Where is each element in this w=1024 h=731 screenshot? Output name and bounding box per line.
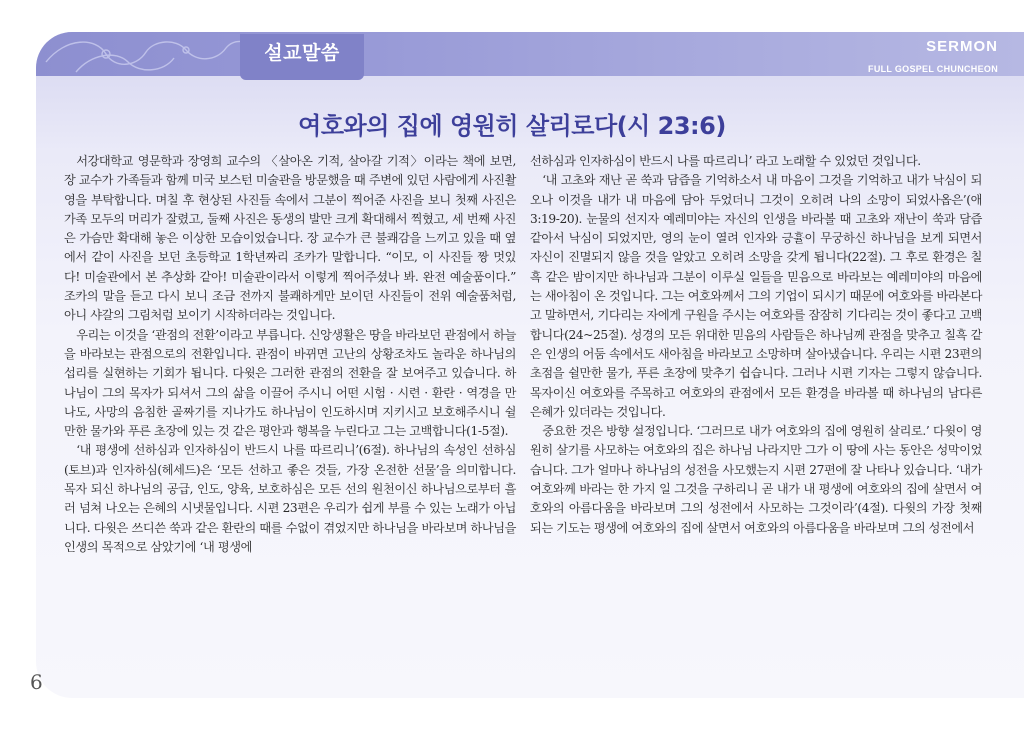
- paragraph: ‘내 고초와 재난 곧 쑥과 담즙을 기억하소서 내 마음이 그것을 기억하고 내가 낙심이 되오나 이것을 내가 내 마음에 담아 두었더니 그것이 오히려 나의 소망이 되었사옵은’(애 3:19-20). 눈물의 선지자 예레미야는 자신의 인생을 바라볼 때 고초와 재난이 쑥과 담즙 같아서 낙심이 되었지만, 영의 눈이 열려 인자와 긍휼이 무궁하신 하나님을 보게 되면서 자신이 진멸되지 않을 것을 알았고 오히려 소망을 갖게 됩니다(22절). 그 후로 환경은 칠흑 같은 밤이지만 하나님과 그분이 이루실 일들을 믿음으로 바라보는 예레미야의 마음에는 새아침이 온 것입니다. 그는 여호와께서 그의 기업이 되시기 때문에 여호와를 바라본다고 말하면서, 기다리는 자에게 구원을 주시는 여호와를 잠잠히 기다리는 것이 좋다고 고백합니다(24~25절). 성경의 모든 위대한 믿음의 사람들은 하나님께 관점을 맞추고 칠흑 같은 인생의 어둠 속에서도 새아침을 바라보고 소망하며 살아냈습니다. 우리는 시편 23편의 초점을 쉴만한 물가, 푸른 초장에 맞추기 쉽습니다. 그러나 시편 기자는 그렇지 않습니다. 목자이신 여호와를 주목하고 여호와의 관점에서 모든 환경을 바라볼 때 하나님의 남다른 은혜가 있더라는 것입니다.: [530, 173, 982, 419]
- church-name: FULL GOSPEL CHUNCHEON: [868, 64, 998, 74]
- section-label: 설교말씀: [264, 42, 340, 64]
- paragraph: 우리는 이것을 ‘관점의 전환’이라고 부릅니다. 신앙생활은 땅을 바라보던 관점에서 하늘을 바라보는 관점으로의 전환입니다. 관점이 바뀌면 고난의 상황조차도 놀라운 하나님의 섭리를 실현하는 기회가 됩니다. 다윗은 그러한 관점의 전환을 잘 보여주고 있습니다. 하나님이 그의 목자가 되셔서 그의 삶을 이끌어 주시니 어떤 시험 · 시련 · 환란 · 역경을 만나도, 사망의 음침한 골짜기를 지나가도 하나님이 인도하시며 지키시고 보호해주시니 쉴만한 물가와 푸른 초장에 있는 것 같은 평안과 행복을 누린다고 그는 고백합니다(1-5절).: [64, 327, 516, 439]
- ornament-swirl-icon: [36, 32, 266, 76]
- right-column: [530, 152, 982, 538]
- paragraph: ‘내 평생에 선하심과 인자하심이 반드시 나를 따르리니’(6절). 하나님의 속성인 선하심(토브)과 인자하심(헤세드)은 ‘모든 선하고 좋은 것들, 가장 온전한 선물’을 의미합니다. 목자 되신 하나님의 공급, 인도, 양육, 보호하심은 모든 선의 원천이신 하나님으로부터 흘러 넘쳐 나오는 은혜의 시냇물입니다. 시편 23편은 우리가 쉽게 부를 수 있는 노래가 아닙니다. 다윗은 쓰디쓴 쑥과 같은 환란의 때를 수없이 겪었지만 하나님을 바라보며 하나님을 인생의 목적으로 삼았기에 ‘내 평생에: [64, 443, 516, 554]
- paragraph: 중요한 것은 방향 설정입니다. ‘그러므로 내가 여호와의 집에 영원히 살리로.’ 다윗이 영원히 살기를 사모하는 여호와의 집은 하나님 나라지만 그가 이 땅에 사는 동안은 성막이었습니다. 그가 얼마나 하나님의 성전을 사모했는지 시편 27편에 잘 나타나 있습니다. ‘내가 여호와께 바라는 한 가지 일 그것을 구하리니 곧 내가 내 평생에 여호와의 집에 살면서 여호와의 아름다움을 바라보며 그의 성전에서 사모하는 그것이라’(4절). 다윗의 가장 첫째 되는 기도는 평생에 여호와의 집에 살면서 여호와의 아름다움을 바라보며 그의 성전에서: [530, 424, 982, 535]
- left-column: [64, 152, 516, 557]
- paragraph: 서강대학교 영문학과 장영희 교수의 〈살아온 기적, 살아갈 기적〉이라는 책에 보면, 장 교수가 가족들과 함께 미국 보스턴 미술관을 방문했을 때 주변에 있던 사람에게 사진촬영을 부탁합니다. 며칠 후 현상된 사진들 속에서 그분이 찍어준 사진을 보니 첫째 사진은 가족 모두의 머리가 잘렸고, 둘째 사진은 동생의 발만 크게 확대해서 찍혔고, 세 번째 사진은 가슴만 확대해 놓은 이상한 모습이었습니다. 장 교수가 큰 불쾌감을 느끼고 있을 때 옆에서 같이 사진을 보던 초등학교 1학년짜리 조카가 말합니다. “이모, 이 사진들 짱 멋있다! 미술관에서 본 추상화 같아! 미술관이라서 이렇게 찍어주셨나 봐. 완전 예술품이다.” 조카의 말을 듣고 다시 보니 조금 전까지 불쾌하게만 보이던 사진들이 전위 예술품처럼, 아니 샤갈의 그림처럼 보이기 시작하더라는 것입니다.: [64, 154, 516, 323]
- sermon-title: 여호와의 집에 영원히 살리로다(시 23:6): [298, 112, 726, 140]
- page-number: 6: [30, 670, 43, 694]
- paragraph: 선하심과 인자하심이 반드시 나를 따르리니’ 라고 노래할 수 있었던 것입니다.: [530, 154, 921, 168]
- sermon-label: SERMON: [926, 38, 998, 55]
